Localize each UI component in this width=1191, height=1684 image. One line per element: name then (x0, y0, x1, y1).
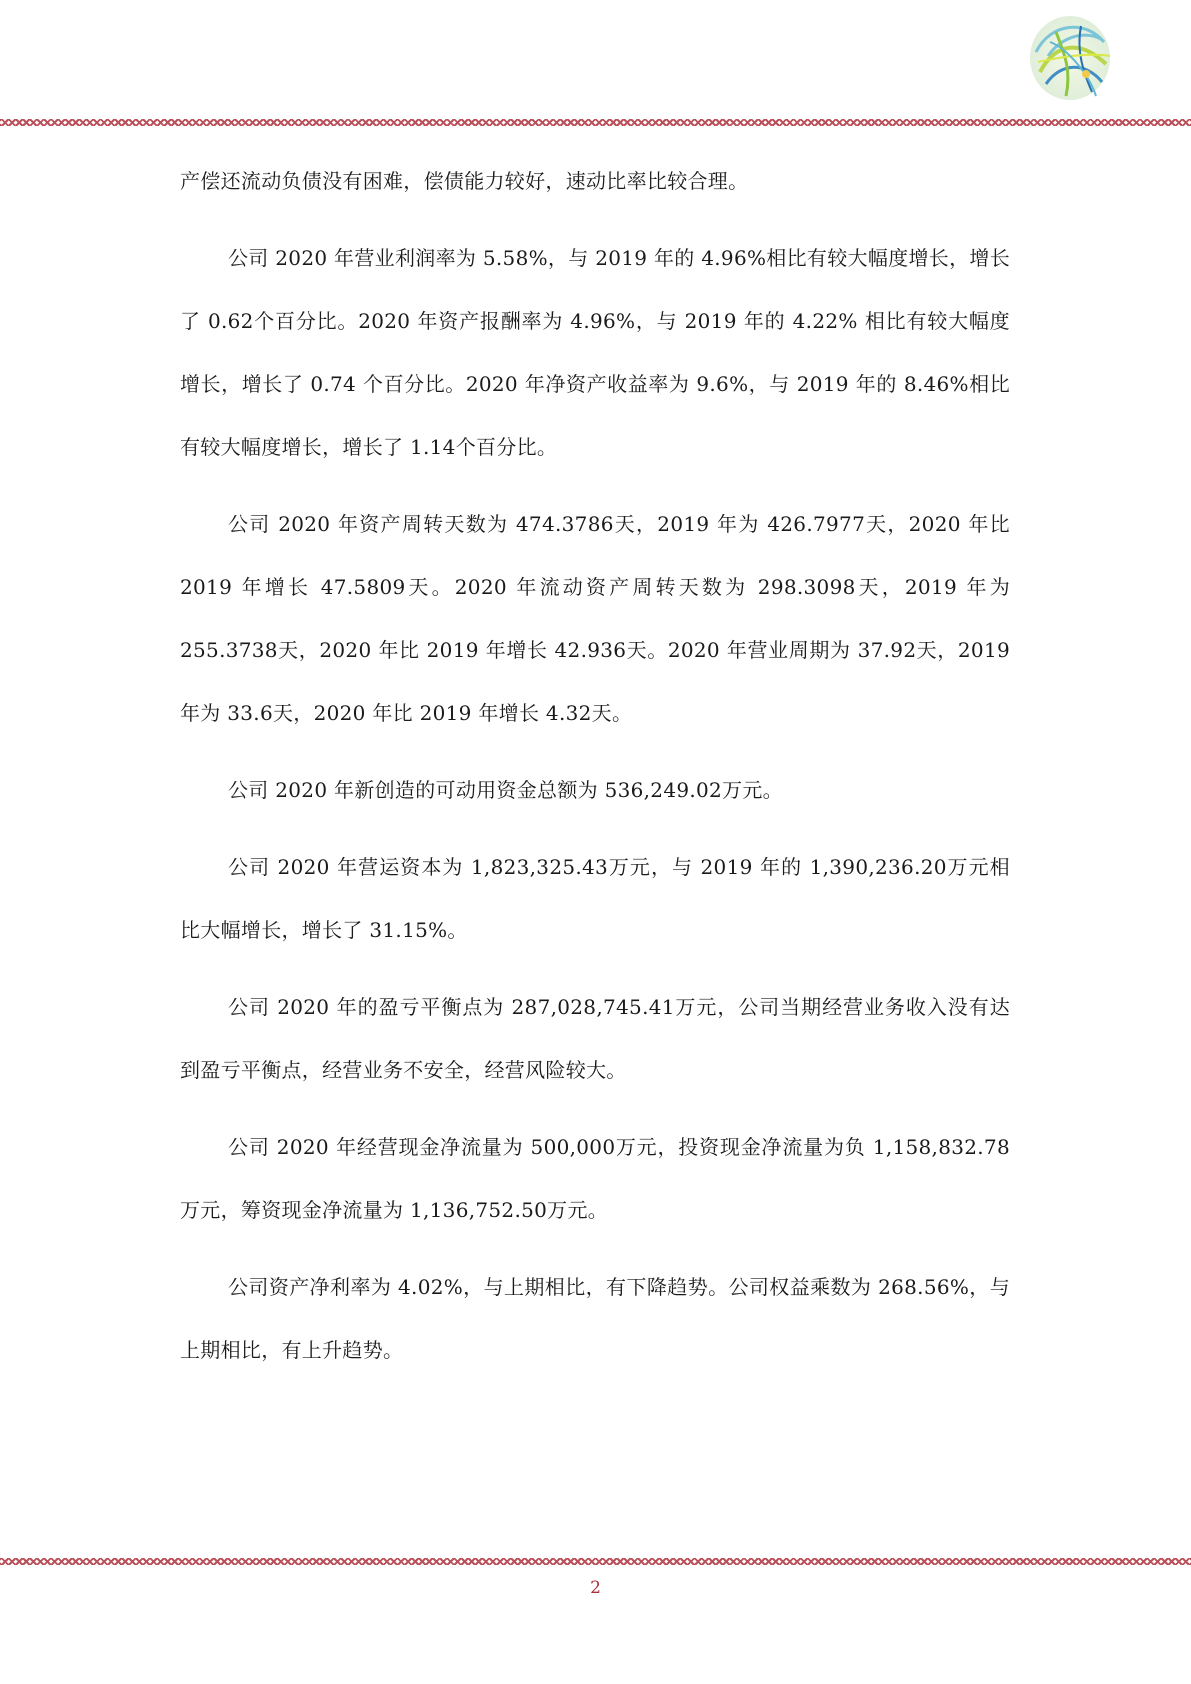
footer-divider (0, 1558, 1191, 1565)
paragraph-1: 产偿还流动负债没有困难，偿债能力较好，速动比率比较合理。 (180, 169, 749, 193)
paragraph-7: 公司 2020 年经营现金净流量为 500,000万元，投资现金净流量为负 1,158,832.78万元，筹资现金净流量为 1,136,752.50万元。 (180, 1135, 1010, 1222)
paragraph-8: 公司资产净利率为 4.02%，与上期相比，有下降趋势。公司权益乘数为 268.56%，与上期相比，有上升趋势。 (180, 1275, 1010, 1362)
paragraph-6: 公司 2020 年的盈亏平衡点为 287,028,745.41万元，公司当期经营业务收入没有达到盈亏平衡点，经营业务不安全，经营风险较大。 (180, 995, 1010, 1082)
globe-swirl-logo-icon (1026, 12, 1114, 104)
paragraph-3: 公司 2020 年资产周转天数为 474.3786天，2019 年为 426.7977天，2020 年比 2019 年增长 47.5809天。2020 年流动资产周转天数为 298.3098天，2019 年为 255.3738天，2020 年比 2019 年增长 42.936天。2020 年营业周期为 37.92天，2019 年为 33.6天，2020 年比 2019 年增长 4.32天。 (180, 512, 1010, 725)
paragraph-4: 公司 2020 年新创造的可动用资金总额为 536,249.02万元。 (228, 778, 783, 802)
page-number: 2 (590, 1578, 601, 1598)
document-body (180, 150, 1010, 1396)
header-divider (0, 119, 1191, 126)
paragraph-2: 公司 2020 年营业利润率为 5.58%，与 2019 年的 4.96%相比有较大幅度增长，增长了 0.62个百分比。2020 年资产报酬率为 4.96%，与 2019 年的 4.22% 相比有较大幅度增长，增长了 0.74 个百分比。2020 年净资产收益率为 9.6%，与 2019 年的 8.46%相比有较大幅度增长，增长了 1.14个百分比。 (180, 246, 1010, 459)
paragraph-5: 公司 2020 年营运资本为 1,823,325.43万元，与 2019 年的 1,390,236.20万元相比大幅增长，增长了 31.15%。 (180, 855, 1010, 942)
